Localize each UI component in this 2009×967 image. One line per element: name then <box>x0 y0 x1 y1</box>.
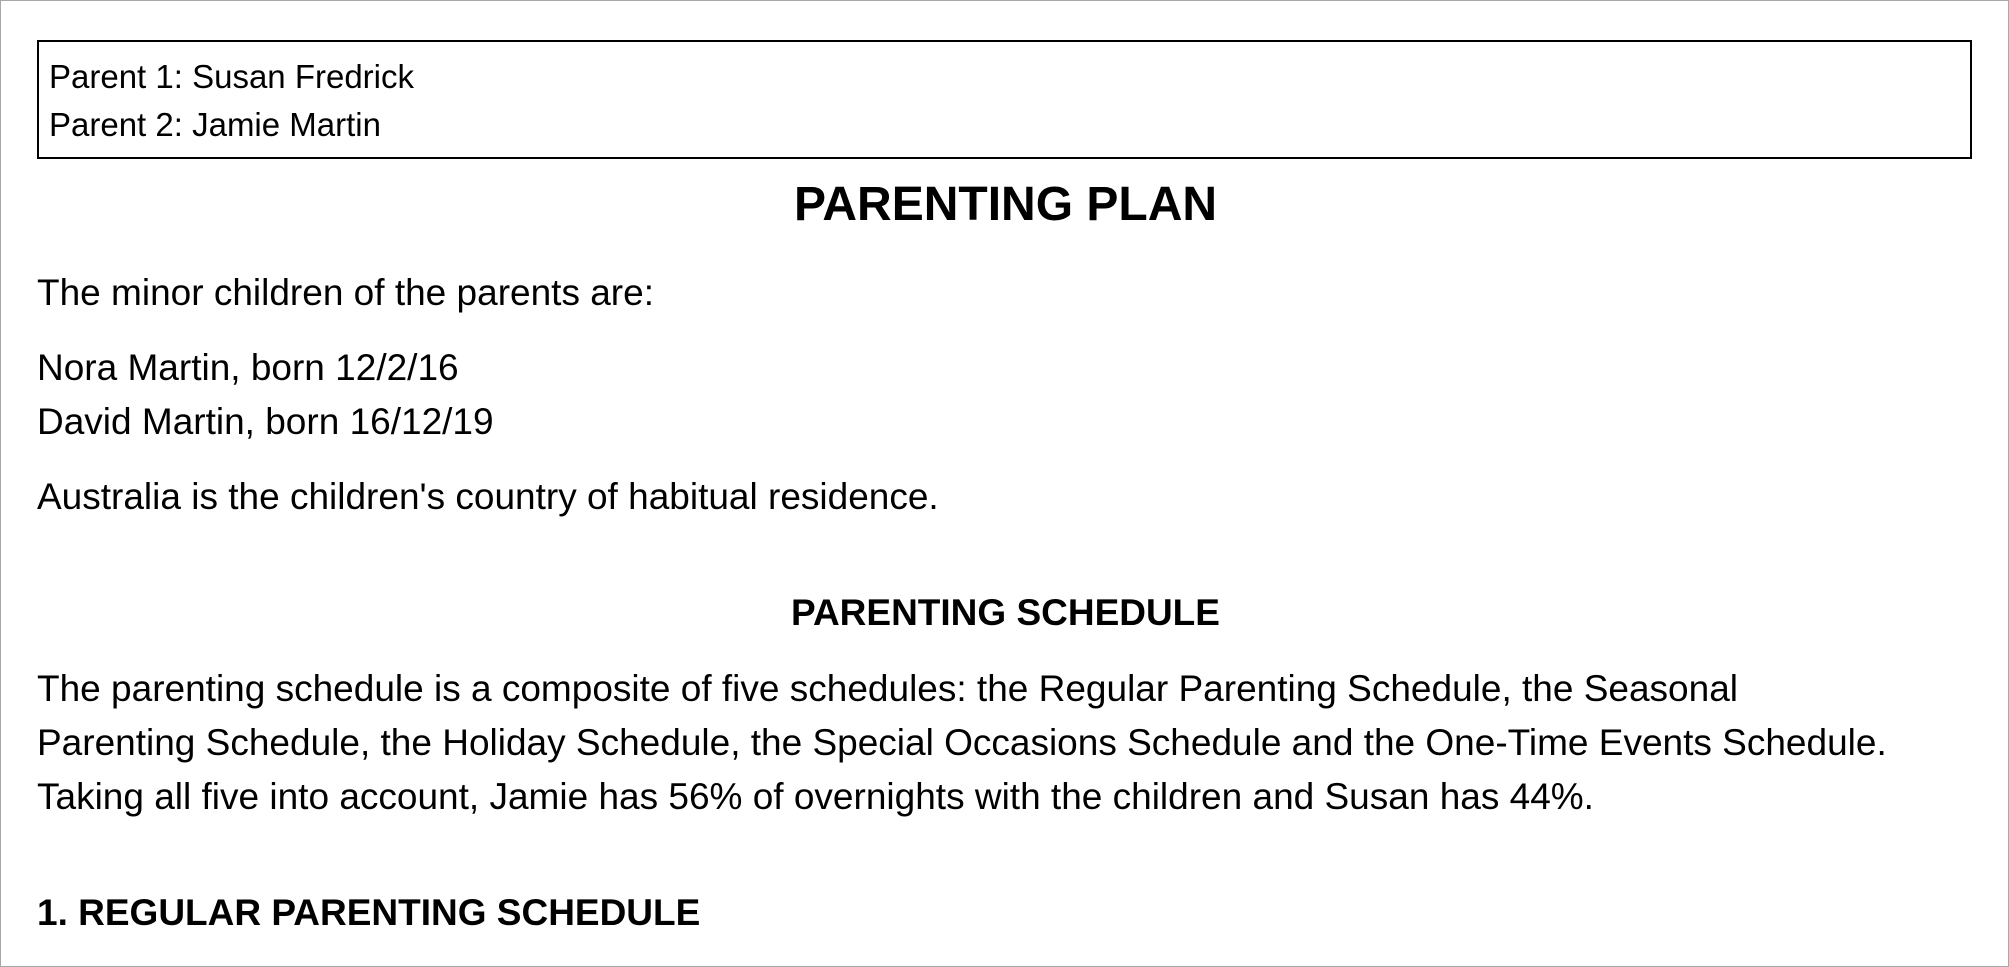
parent-1-line: Parent 1: Susan Fredrick <box>49 58 414 95</box>
document-title: PARENTING PLAN <box>793 178 1218 231</box>
paragraph-line: Taking all five into account, Jamie has 56% of overnights with the children and Susan has 44%. <box>37 776 1594 817</box>
children-intro: The minor children of the parents are: <box>37 272 654 313</box>
regular-schedule-heading: 1. REGULAR PARENTING SCHEDULE <box>37 892 701 933</box>
parties-box <box>37 40 1972 159</box>
child-entry: Nora Martin, born 12/2/16 <box>37 347 459 388</box>
child-entry: David Martin, born 16/12/19 <box>37 401 494 442</box>
parent-2-line: Parent 2: Jamie Martin <box>49 106 381 143</box>
paragraph-line: The parenting schedule is a composite of five schedules: the Regular Parenting Schedule, the Seasonal <box>37 668 1739 709</box>
paragraph-line: Parenting Schedule, the Holiday Schedule, the Special Occasions Schedule and the One-Time Events Schedule. <box>37 722 1887 763</box>
parenting-schedule-heading: PARENTING SCHEDULE <box>791 592 1220 633</box>
residence-statement: Australia is the children's country of habitual residence. <box>37 476 939 517</box>
